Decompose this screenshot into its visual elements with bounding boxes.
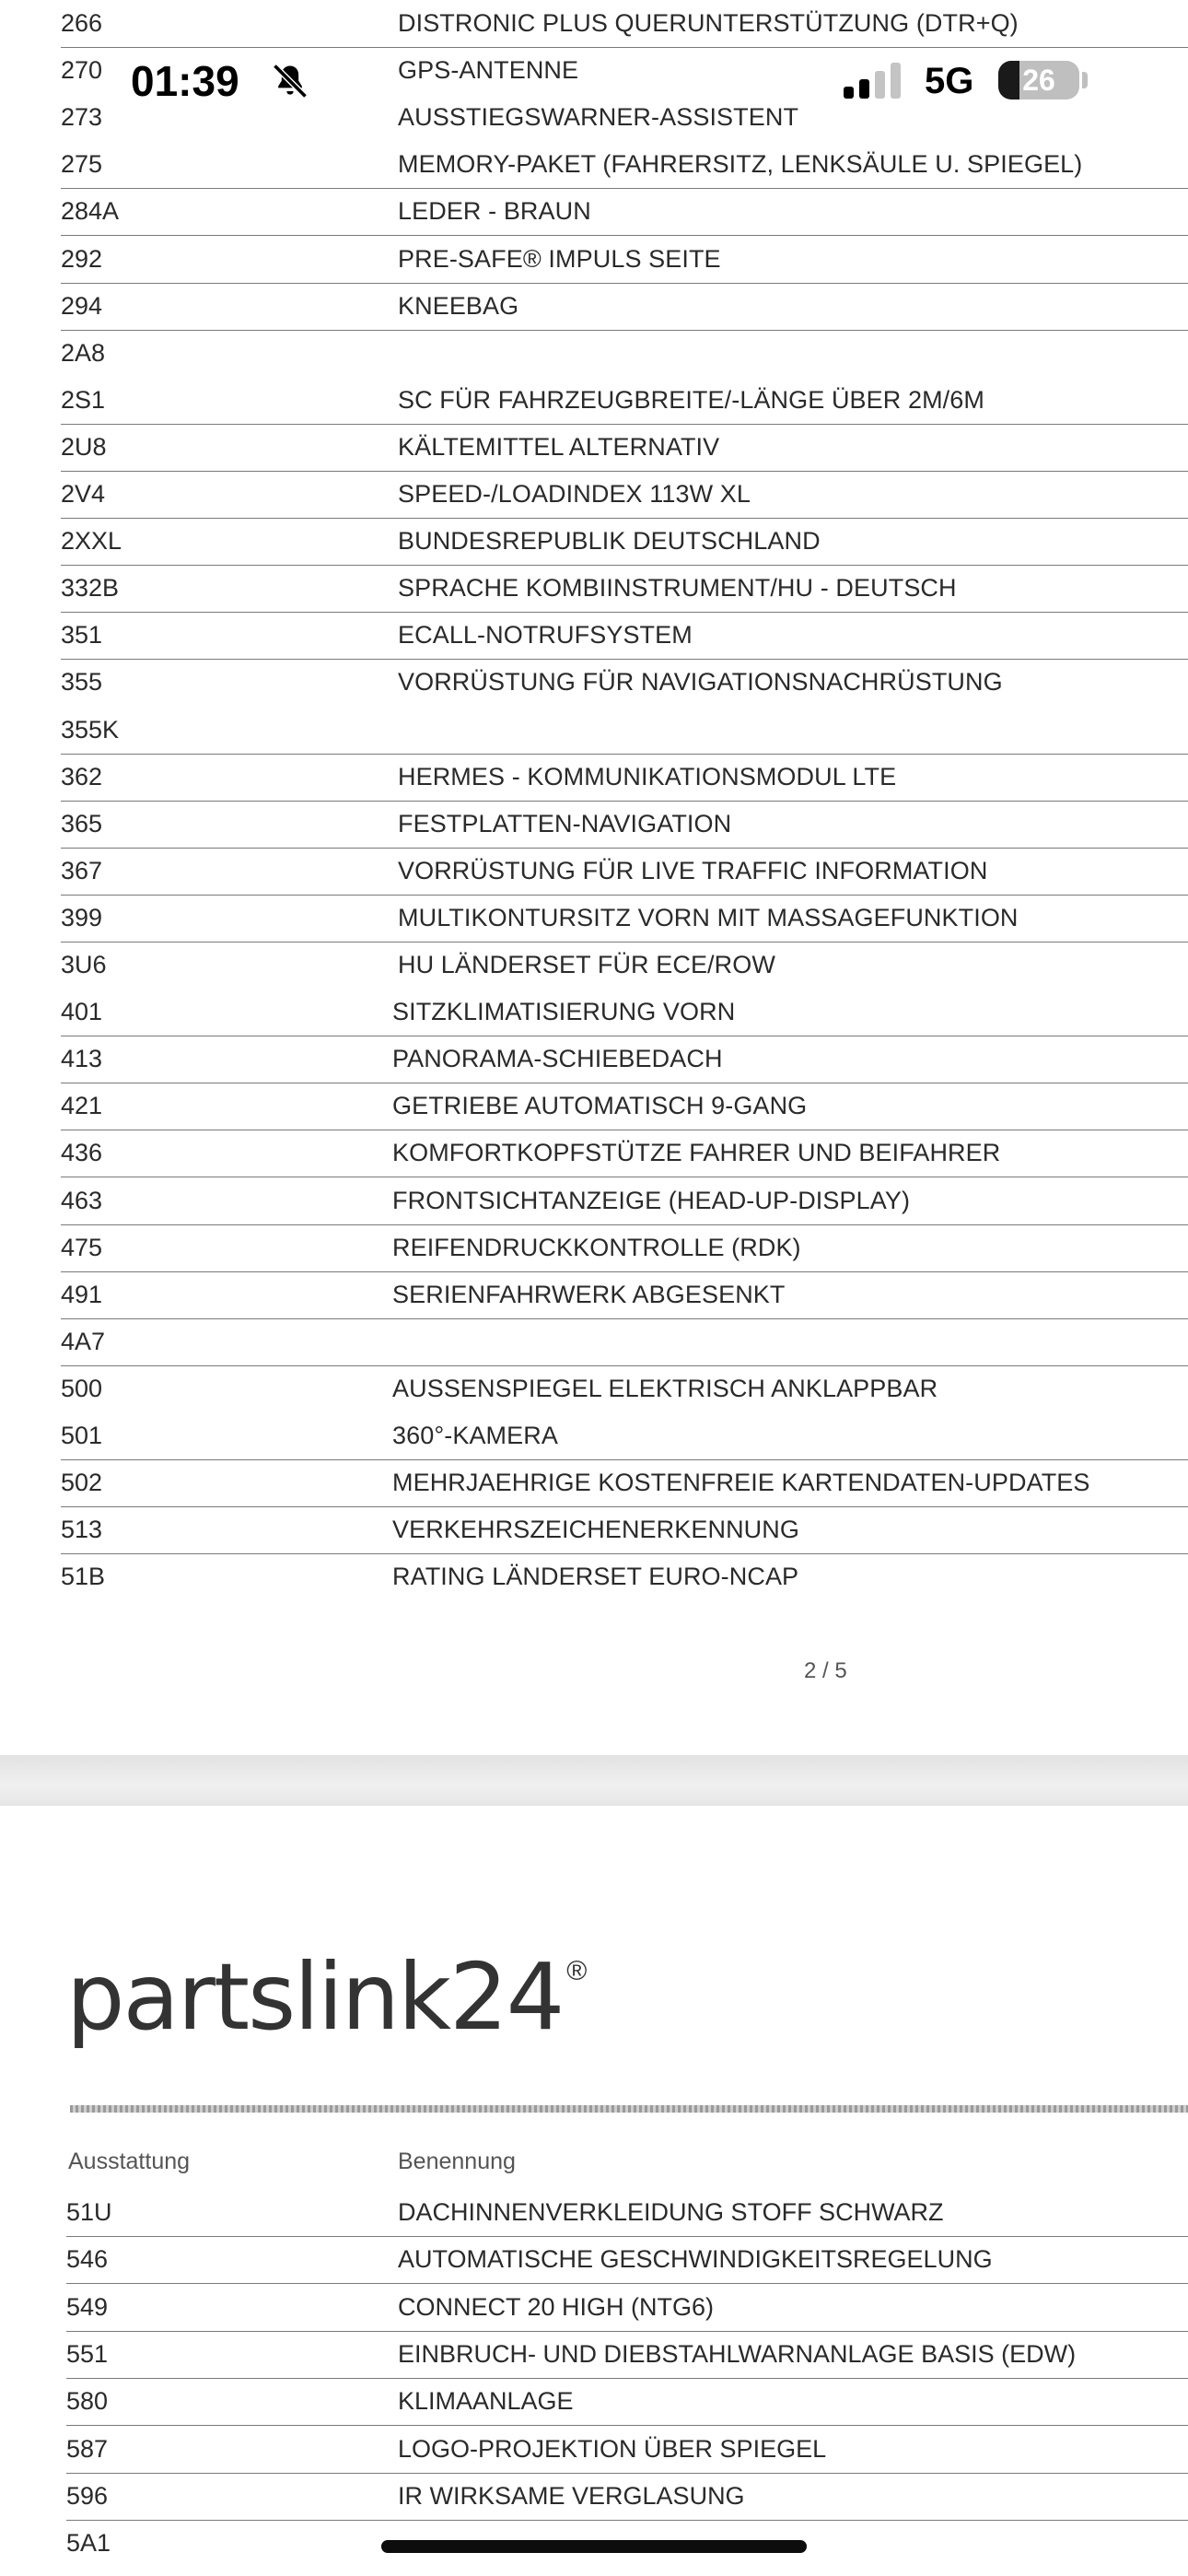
table-row bbox=[61, 1036, 1188, 1083]
equipment-code: 294 bbox=[61, 291, 103, 320]
equipment-name: ECALL-NOTRUFSYSTEM bbox=[398, 621, 693, 650]
page-gap bbox=[0, 1755, 1188, 1806]
table-row bbox=[61, 377, 1188, 425]
equipment-code: 51B bbox=[61, 1563, 106, 1591]
table-row bbox=[66, 2473, 1188, 2521]
table-row bbox=[61, 0, 1188, 48]
equipment-name: MULTIKONTURSITZ VORN MIT MASSAGEFUNKTION bbox=[398, 903, 1019, 931]
table-row bbox=[61, 989, 1188, 1036]
table-row bbox=[61, 424, 1188, 472]
equipment-name: GPS-ANTENNE bbox=[398, 56, 579, 85]
equipment-code: 501 bbox=[61, 1422, 103, 1449]
equipment-name: AUTOMATISCHE GESCHWINDIGKEITSREGELUNG bbox=[398, 2245, 993, 2274]
equipment-name: LEDER - BRAUN bbox=[398, 197, 591, 226]
equipment-name: RATING LÄNDERSET EURO-NCAP bbox=[392, 1563, 799, 1591]
equipment-code: 362 bbox=[61, 762, 103, 790]
equipment-name: FESTPLATTEN-NAVIGATION bbox=[398, 809, 732, 837]
equipment-code: 367 bbox=[61, 856, 103, 884]
table-row bbox=[66, 2284, 1188, 2332]
equipment-name: MEHRJAEHRIGE KOSTENFREIE KARTENDATEN-UPDATES bbox=[392, 1469, 1090, 1497]
equipment-name: SPRACHE KOMBIINSTRUMENT/HU - DEUTSCH bbox=[398, 574, 957, 603]
table-row bbox=[61, 801, 1188, 849]
table-row bbox=[61, 1365, 1188, 1412]
equipment-code: 355K bbox=[61, 715, 120, 744]
table-row bbox=[61, 330, 1188, 377]
equipment-code: 421 bbox=[61, 1092, 103, 1120]
header-divider bbox=[70, 2105, 1188, 2113]
table-row bbox=[61, 1553, 1188, 1600]
table-row bbox=[61, 1177, 1188, 1225]
equipment-name: KNEEBAG bbox=[398, 291, 519, 320]
equipment-code: 266 bbox=[61, 9, 103, 37]
equipment-name: DACHINNENVERKLEIDUNG STOFF SCHWARZ bbox=[398, 2198, 944, 2226]
equipment-name: FRONTSICHTANZEIGE (HEAD-UP-DISPLAY) bbox=[392, 1186, 911, 1214]
equipment-code: 4A7 bbox=[61, 1327, 106, 1355]
equipment-code: 401 bbox=[61, 998, 103, 1026]
equipment-code: 587 bbox=[66, 2434, 109, 2463]
table-row bbox=[61, 754, 1188, 802]
column-header-ausstattung: Ausstattung bbox=[68, 2149, 191, 2174]
equipment-code: 551 bbox=[66, 2339, 109, 2368]
equipment-code: 351 bbox=[61, 621, 103, 650]
registered-mark: ® bbox=[566, 1956, 588, 1986]
table-row bbox=[66, 2378, 1188, 2426]
table-row bbox=[61, 1130, 1188, 1177]
home-indicator[interactable] bbox=[381, 2540, 807, 2553]
table-row bbox=[61, 283, 1188, 331]
equipment-name: AUSSTIEGSWARNER-ASSISTENT bbox=[398, 103, 799, 132]
table-row bbox=[61, 848, 1188, 896]
equipment-name: SITZKLIMATISIERUNG VORN bbox=[392, 998, 736, 1026]
equipment-name: KLIMAANLAGE bbox=[398, 2387, 574, 2416]
equipment-name: REIFENDRUCKKONTROLLE (RDK) bbox=[392, 1233, 801, 1261]
table-row bbox=[61, 471, 1188, 519]
table-row bbox=[66, 2236, 1188, 2284]
table-row bbox=[61, 1083, 1188, 1130]
equipment-code: 436 bbox=[61, 1139, 103, 1167]
equipment-name: PRE-SAFE® IMPULS SEITE bbox=[398, 244, 721, 273]
cellular-signal-icon bbox=[842, 63, 906, 100]
equipment-code: 502 bbox=[61, 1469, 103, 1497]
equipment-name: GETRIEBE AUTOMATISCH 9-GANG bbox=[392, 1092, 808, 1120]
equipment-code: 273 bbox=[61, 103, 103, 132]
equipment-code: 475 bbox=[61, 1233, 103, 1261]
equipment-code: 549 bbox=[66, 2292, 109, 2321]
equipment-name: SERIENFAHRWERK ABGESENKT bbox=[392, 1280, 786, 1308]
equipment-name: SC FÜR FAHRZEUGBREITE/-LÄNGE ÜBER 2M/6M bbox=[398, 385, 984, 414]
equipment-name: HU LÄNDERSET FÜR ECE/ROW bbox=[398, 951, 775, 978]
equipment-code: 596 bbox=[66, 2481, 109, 2510]
equipment-code: 463 bbox=[61, 1186, 103, 1214]
equipment-name: VERKEHRSZEICHENERKENNUNG bbox=[392, 1516, 799, 1544]
equipment-code: 2U8 bbox=[61, 432, 107, 461]
equipment-code: 3U6 bbox=[61, 951, 107, 978]
bell-slash-icon bbox=[270, 61, 310, 101]
table-row bbox=[66, 2331, 1188, 2379]
equipment-code: 2A8 bbox=[61, 338, 106, 367]
table-row bbox=[61, 141, 1188, 189]
equipment-code: 51U bbox=[66, 2198, 112, 2226]
table-row bbox=[61, 1459, 1188, 1507]
table-row bbox=[61, 895, 1188, 943]
column-header-benennung: Benennung bbox=[398, 2149, 516, 2174]
equipment-code: 500 bbox=[61, 1374, 103, 1402]
table-row bbox=[61, 707, 1188, 755]
table-row bbox=[61, 188, 1188, 236]
equipment-name: DISTRONIC PLUS QUERUNTERSTÜTZUNG (DTR+Q) bbox=[398, 9, 1019, 37]
table-row bbox=[61, 1271, 1188, 1319]
table-row bbox=[61, 1412, 1188, 1460]
equipment-code: 2S1 bbox=[61, 385, 106, 414]
equipment-code: 5A1 bbox=[66, 2529, 111, 2558]
page-number: 2 / 5 bbox=[804, 1658, 847, 1683]
table-row bbox=[61, 659, 1188, 706]
equipment-code: 546 bbox=[66, 2245, 109, 2274]
equipment-code: 292 bbox=[61, 244, 103, 273]
equipment-name: KOMFORTKOPFSTÜTZE FAHRER UND BEIFAHRER bbox=[392, 1139, 1001, 1167]
status-time: 01:39 bbox=[131, 57, 239, 105]
equipment-name: 360°-KAMERA bbox=[392, 1422, 558, 1449]
table-row bbox=[61, 1318, 1188, 1366]
equipment-name: HERMES - KOMMUNIKATIONSMODUL LTE bbox=[398, 762, 897, 790]
equipment-name: MEMORY-PAKET (FAHRERSITZ, LENKSÄULE U. SPIEGEL) bbox=[398, 150, 1083, 179]
logo-text: partslink24 bbox=[66, 1943, 564, 2051]
equipment-name: PANORAMA-SCHIEBEDACH bbox=[392, 1045, 723, 1073]
table-row bbox=[61, 565, 1188, 613]
equipment-name: VORRÜSTUNG FÜR NAVIGATIONSNACHRÜSTUNG bbox=[398, 668, 1003, 697]
battery-nub bbox=[1082, 72, 1088, 88]
equipment-name: KÄLTEMITTEL ALTERNATIV bbox=[398, 432, 720, 461]
equipment-code: 2V4 bbox=[61, 480, 106, 508]
table-row bbox=[61, 1224, 1188, 1272]
battery-icon bbox=[998, 61, 1079, 100]
table-row bbox=[61, 236, 1188, 284]
partslink24-logo bbox=[66, 1942, 587, 2053]
equipment-code: 365 bbox=[61, 809, 103, 837]
equipment-code: 275 bbox=[61, 150, 103, 179]
equipment-name: AUSSENSPIEGEL ELEKTRISCH ANKLAPPBAR bbox=[392, 1374, 938, 1402]
table-row bbox=[61, 612, 1188, 660]
equipment-code: 355 bbox=[61, 668, 103, 697]
network-type: 5G bbox=[925, 61, 974, 101]
equipment-code: 270 bbox=[61, 56, 103, 85]
equipment-name: EINBRUCH- UND DIEBSTAHLWARNANLAGE BASIS (EDW) bbox=[398, 2339, 1077, 2368]
table-row bbox=[61, 518, 1188, 566]
equipment-name: IR WIRKSAME VERGLASUNG bbox=[398, 2481, 745, 2510]
equipment-code: 413 bbox=[61, 1045, 103, 1073]
equipment-code: 513 bbox=[61, 1516, 103, 1544]
table-row bbox=[66, 2189, 1188, 2237]
equipment-name: LOGO-PROJEKTION ÜBER SPIEGEL bbox=[398, 2434, 827, 2463]
equipment-name: CONNECT 20 HIGH (NTG6) bbox=[398, 2292, 715, 2321]
equipment-code: 332B bbox=[61, 574, 120, 603]
table-row bbox=[66, 2426, 1188, 2474]
equipment-name: VORRÜSTUNG FÜR LIVE TRAFFIC INFORMATION bbox=[398, 856, 988, 884]
equipment-code: 491 bbox=[61, 1280, 103, 1308]
equipment-name: BUNDESREPUBLIK DEUTSCHLAND bbox=[398, 527, 821, 556]
table-row bbox=[61, 942, 1188, 989]
equipment-code: 284A bbox=[61, 197, 120, 226]
table-row bbox=[61, 1506, 1188, 1554]
equipment-code: 580 bbox=[66, 2387, 109, 2416]
battery-level: 26 bbox=[1022, 64, 1055, 97]
equipment-code: 2XXL bbox=[61, 527, 122, 556]
equipment-code: 399 bbox=[61, 903, 103, 931]
equipment-name: SPEED-/LOADINDEX 113W XL bbox=[398, 480, 751, 508]
